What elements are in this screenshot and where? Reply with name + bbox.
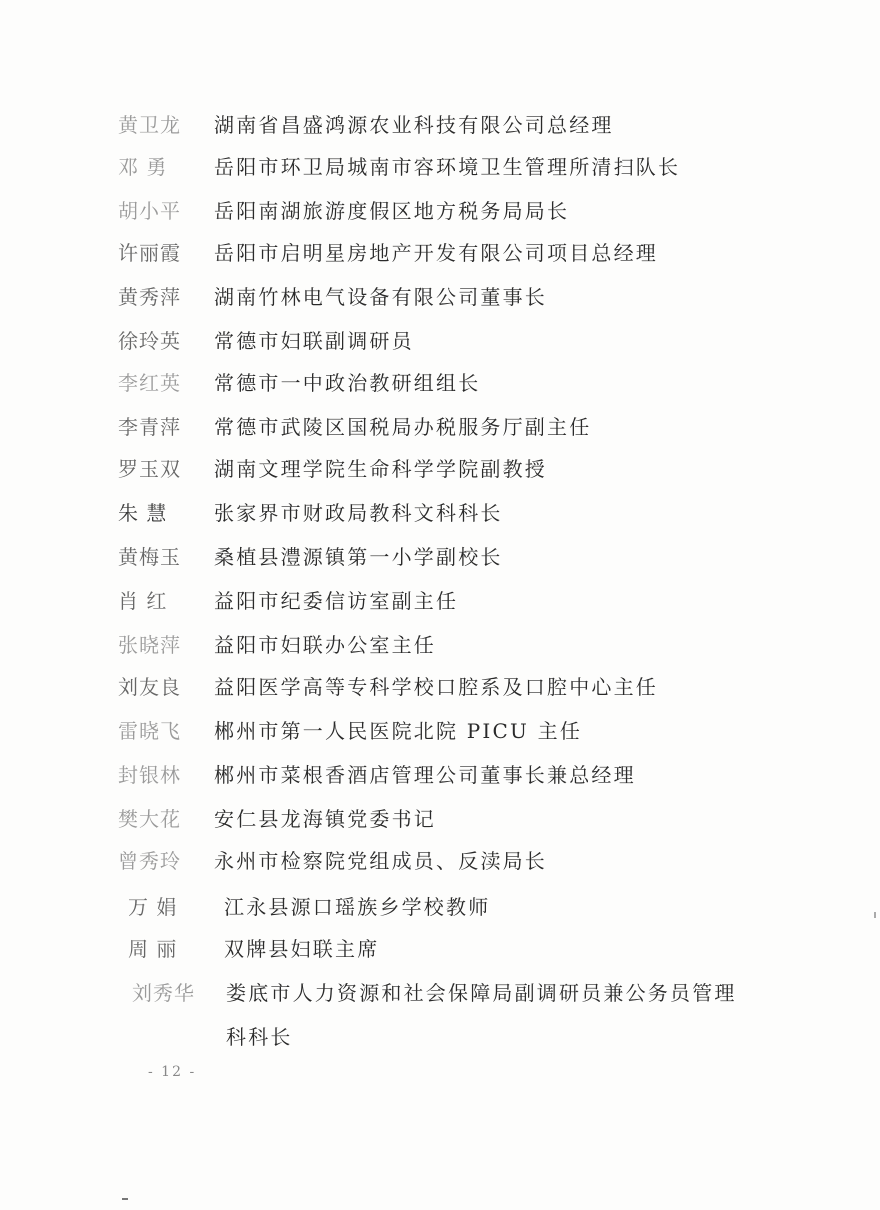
person-title: 岳阳市环卫局城南市容环境卫生管理所清扫队长 — [214, 155, 681, 179]
person-title: 常德市一中政治教研组组长 — [214, 371, 481, 395]
entry-row — [0, 934, 880, 964]
person-title: 江永县源口瑶族乡学校教师 — [224, 895, 491, 919]
entry-row — [0, 326, 880, 356]
entry-row — [0, 196, 880, 226]
entry-row — [0, 368, 880, 398]
person-title: 益阳医学高等专科学校口腔系及口腔中心主任 — [214, 675, 658, 699]
person-name: 许丽霞 — [118, 241, 181, 265]
entry-row — [0, 152, 880, 182]
person-name: 朱 慧 — [118, 501, 168, 525]
person-title: 郴州市菜根香酒店管理公司董事长兼总经理 — [214, 763, 636, 787]
person-title: 郴州市第一人民医院北院 PICU 主任 — [214, 719, 583, 743]
person-title: 安仁县龙海镇党委书记 — [214, 807, 436, 831]
person-name: 黄梅玉 — [118, 545, 181, 569]
person-name: 万 娟 — [128, 895, 178, 919]
person-title-continuation: 科科长 — [226, 1025, 293, 1049]
person-name: 李红英 — [118, 371, 181, 395]
person-name: 樊大花 — [118, 807, 181, 831]
page-number: - 12 - — [148, 1064, 197, 1080]
person-name: 肖 红 — [118, 589, 168, 613]
person-name: 徐玲英 — [118, 329, 181, 353]
person-title: 永州市检察院党组成员、反渎局长 — [214, 849, 547, 873]
person-title: 益阳市妇联办公室主任 — [214, 633, 436, 657]
person-name: 刘友良 — [118, 675, 181, 699]
person-title: 双牌县妇联主席 — [224, 937, 380, 961]
entry-row — [0, 542, 880, 572]
person-title: 常德市妇联副调研员 — [214, 329, 414, 353]
person-name: 刘秀华 — [132, 981, 195, 1005]
person-name: 邓 勇 — [118, 155, 168, 179]
person-title: 益阳市纪委信访室副主任 — [214, 589, 459, 613]
scan-speck — [122, 1198, 128, 1200]
person-title: 娄底市人力资源和社会保障局副调研员兼公务员管理 — [226, 981, 737, 1005]
entry-row — [0, 672, 880, 702]
person-name: 胡小平 — [118, 199, 181, 223]
person-name: 李青萍 — [118, 415, 181, 439]
entry-row — [0, 110, 880, 140]
person-name: 雷晓飞 — [118, 719, 181, 743]
entry-row — [0, 238, 880, 268]
entry-row — [0, 760, 880, 790]
person-name: 黄秀萍 — [118, 285, 181, 309]
entry-row — [0, 282, 880, 312]
person-title: 常德市武陵区国税局办税服务厅副主任 — [214, 415, 592, 439]
scan-speck — [874, 912, 876, 918]
person-title: 湖南省昌盛鸿源农业科技有限公司总经理 — [214, 113, 614, 137]
person-title: 桑植县澧源镇第一小学副校长 — [214, 545, 503, 569]
person-title: 张家界市财政局教科文科科长 — [214, 501, 503, 525]
person-name: 周 丽 — [128, 937, 178, 961]
entry-row — [0, 412, 880, 442]
entry-row — [0, 586, 880, 616]
entry-row — [0, 716, 880, 746]
person-title: 岳阳市启明星房地产开发有限公司项目总经理 — [214, 241, 658, 265]
entry-row — [0, 454, 880, 484]
entry-row-continuation — [0, 1022, 880, 1052]
entry-row — [0, 978, 880, 1008]
person-title: 湖南竹林电气设备有限公司董事长 — [214, 285, 547, 309]
person-name: 罗玉双 — [118, 457, 181, 481]
entry-row — [0, 846, 880, 876]
entry-row — [0, 630, 880, 660]
entry-row — [0, 804, 880, 834]
person-name: 黄卫龙 — [118, 113, 181, 137]
person-title: 湖南文理学院生命科学学院副教授 — [214, 457, 547, 481]
person-name: 张晓萍 — [118, 633, 181, 657]
person-name: 曾秀玲 — [118, 849, 181, 873]
entry-row — [0, 498, 880, 528]
person-name: 封银林 — [118, 763, 181, 787]
person-title: 岳阳南湖旅游度假区地方税务局局长 — [214, 199, 570, 223]
entry-row — [0, 892, 880, 922]
